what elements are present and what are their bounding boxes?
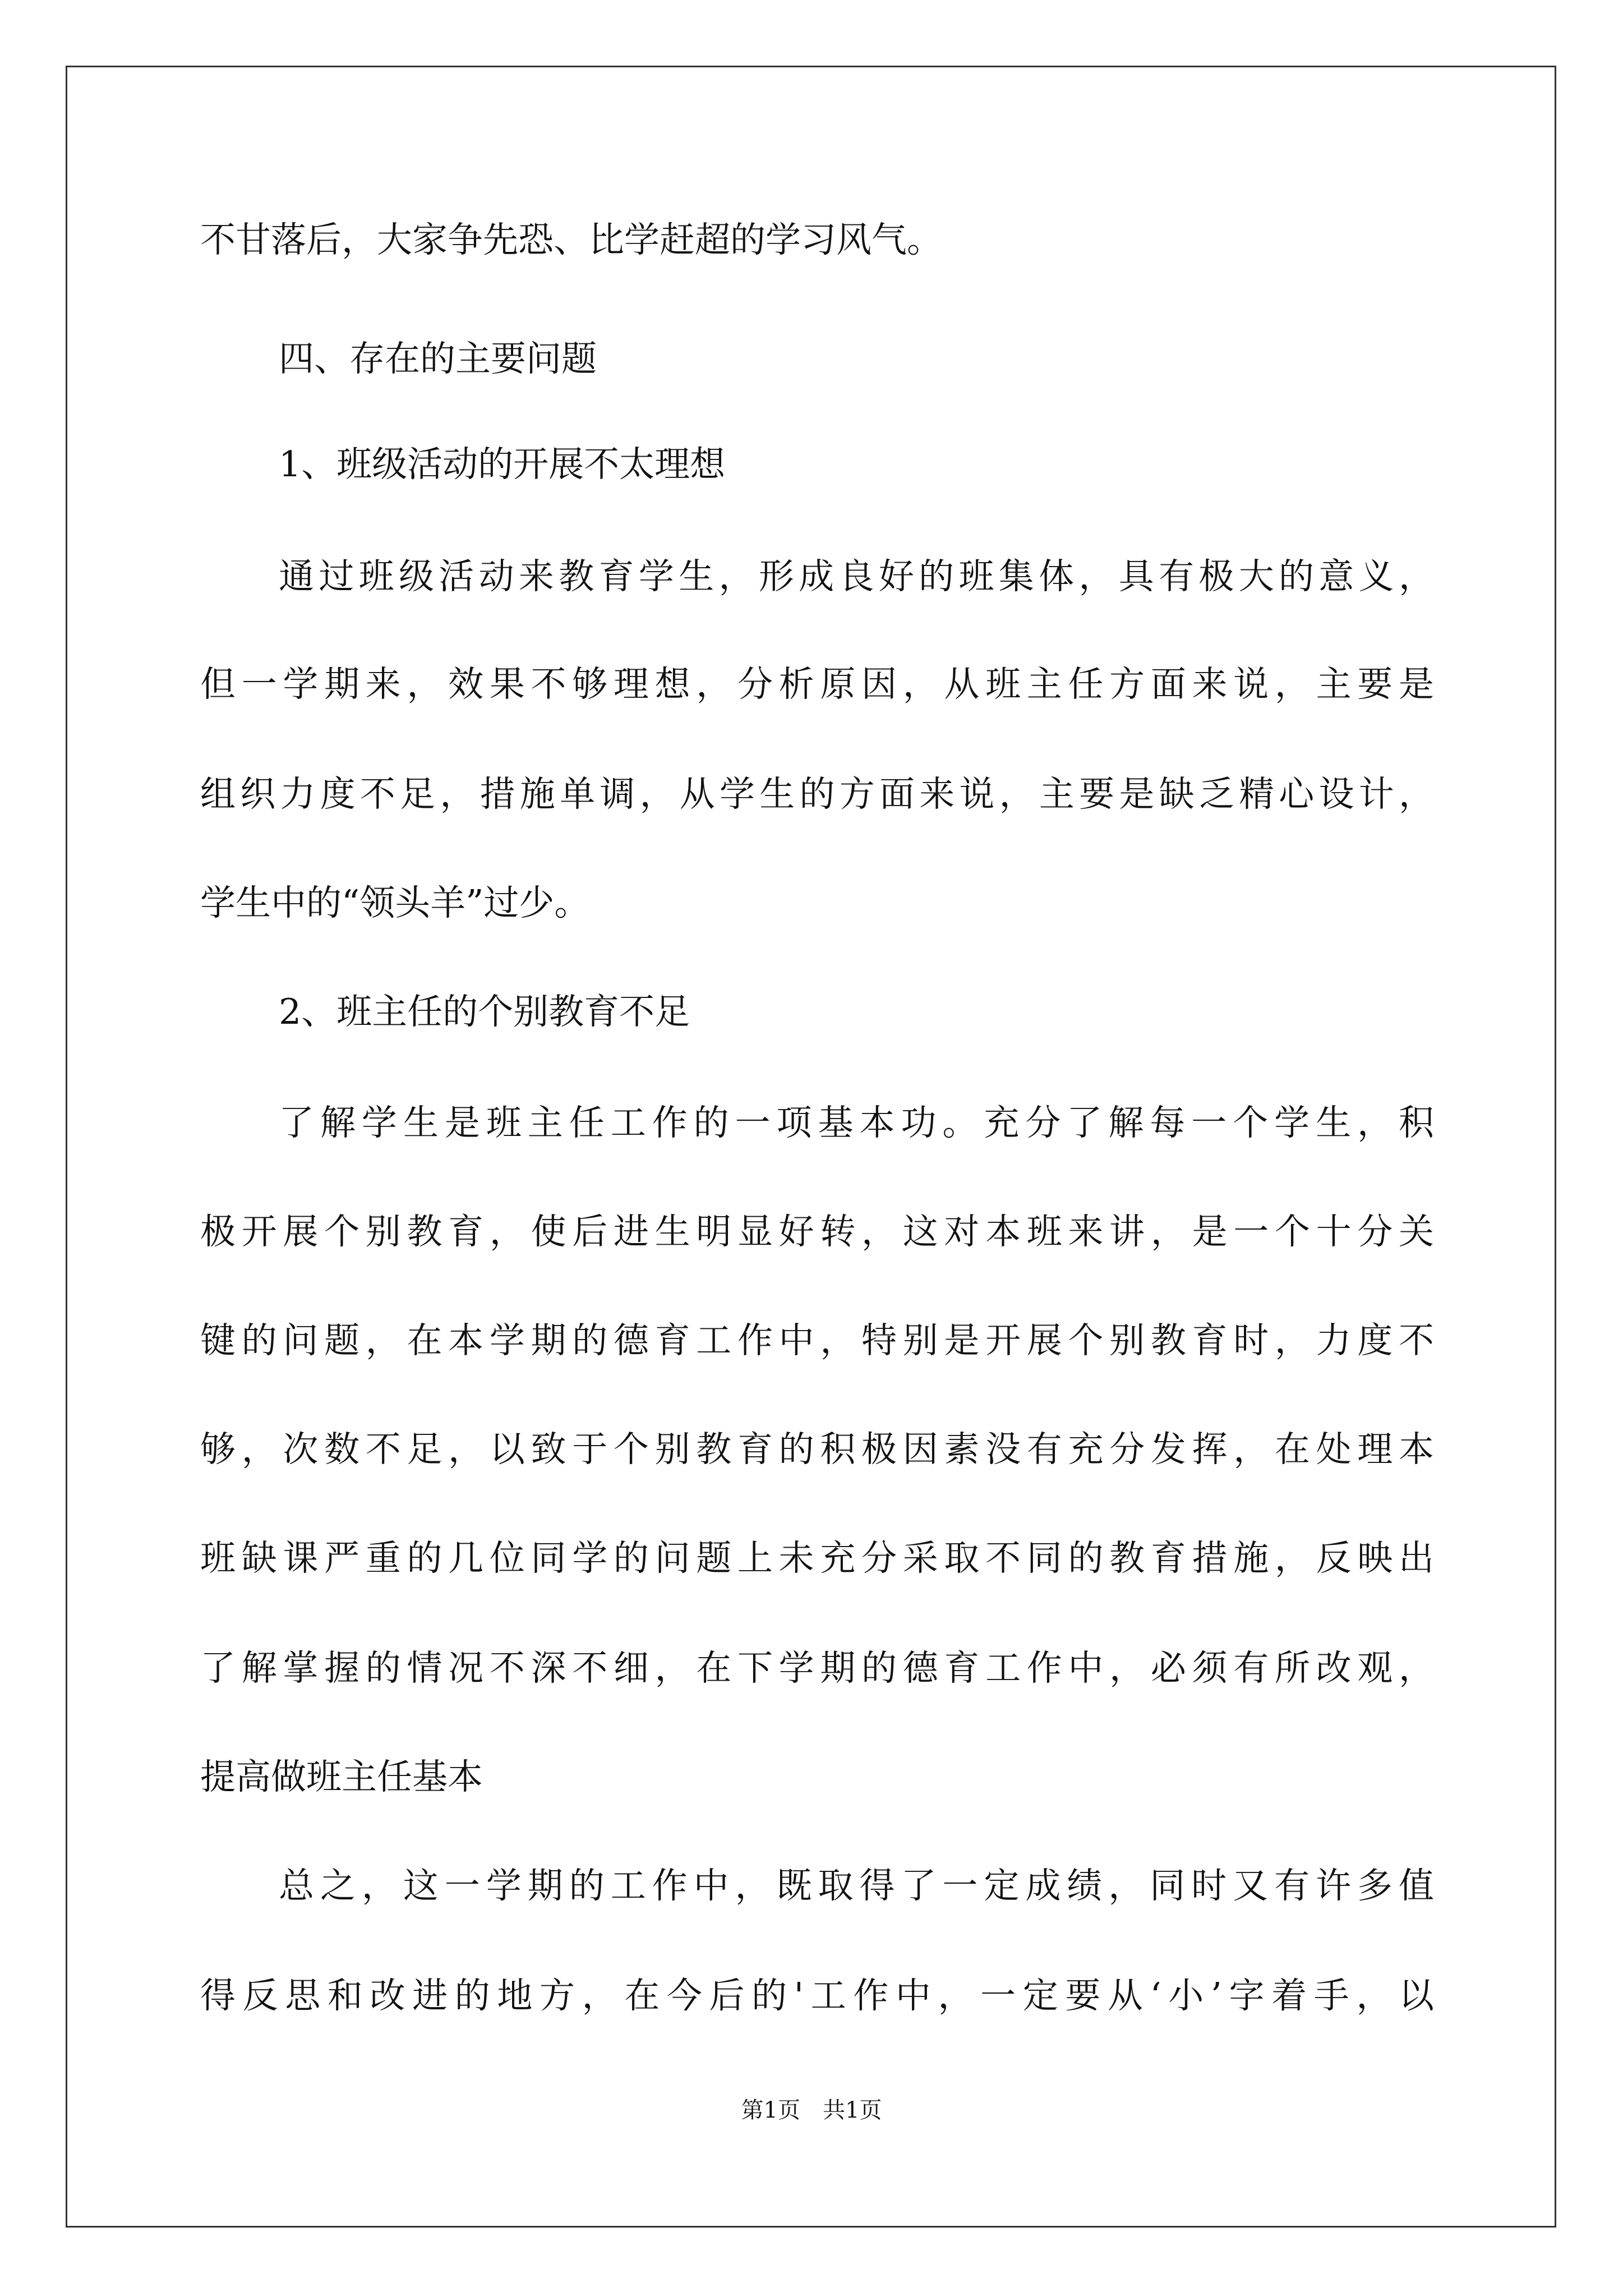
paragraph-line: 极开展个别教育，使后进生明显好转，这对本班来讲，是一个十分关 <box>200 1211 1434 1252</box>
paragraph-line: 了解学生是班主任工作的一项基本功。充分了解每一个学生，积 <box>279 1102 1434 1143</box>
paragraph-line: 够，次数不足，以致于个别教育的积极因素没有充分发挥，在处理本 <box>200 1429 1434 1470</box>
paragraph-line: 提高做班主任基本 <box>200 1756 483 1797</box>
paragraph-line: 但一学期来，效果不够理想，分析原因，从班主任方面来说，主要是 <box>200 664 1434 705</box>
paragraph-line: 键的问题，在本学期的德育工作中，特别是开展个别教育时，力度不 <box>200 1320 1434 1361</box>
paragraph-line: 班缺课严重的几位同学的问题上未充分采取不同的教育措施，反映出 <box>200 1538 1434 1579</box>
paragraph-line: 学生中的“领头羊”过少。 <box>200 882 590 923</box>
paragraph-line: 通过班级活动来教育学生，形成良好的班集体，具有极大的意义， <box>279 556 1434 597</box>
paragraph-line: 组织力度不足，措施单调，从学生的方面来说，主要是缺乏精心设计， <box>200 774 1434 815</box>
subsection-heading: 1、班级活动的开展不太理想 <box>279 444 726 485</box>
paragraph-line: 了解掌握的情况不深不细，在下学期的德育工作中，必须有所改观， <box>200 1648 1434 1688</box>
section-heading: 四、存在的主要问题 <box>279 338 597 379</box>
subsection-heading: 2、班主任的个别教育不足 <box>279 991 690 1032</box>
page-number: 第1页 共1页 <box>741 2097 882 2123</box>
paragraph-line: 得反思和改进的地方，在今后的'工作中，一定要从‘小’字着手，以 <box>200 1975 1434 2016</box>
paragraph-line: 不甘落后，大家争先恐、比学赶超的学习风气。 <box>200 219 942 260</box>
paragraph-line: 总之，这一学期的工作中，既取得了一定成绩，同时又有许多值 <box>279 1865 1434 1906</box>
